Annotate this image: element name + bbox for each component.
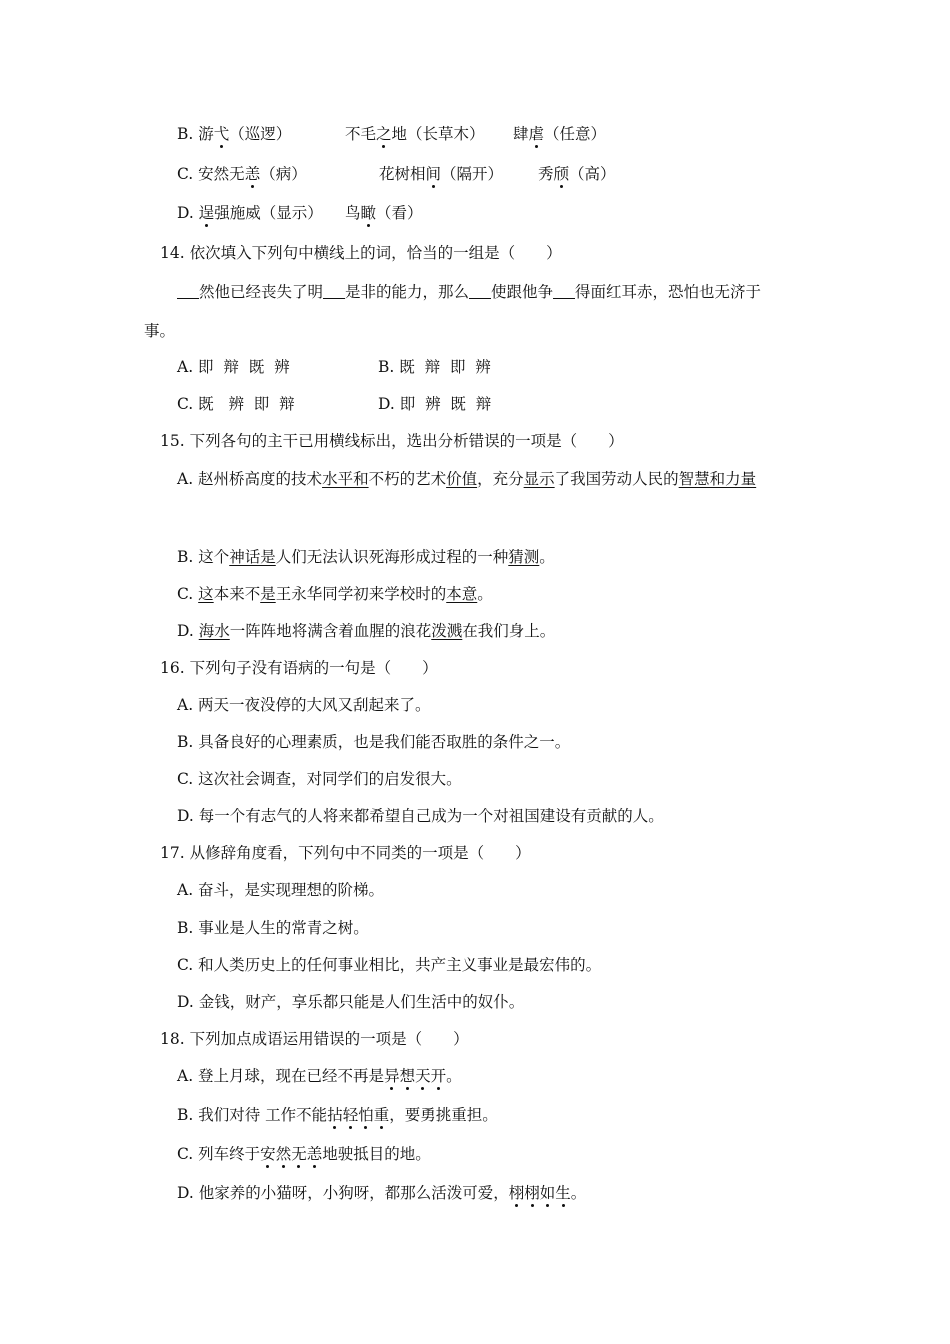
q16-option-c: C. 这次社会调查，对同学们的启发很大。 [177,770,462,788]
q16-option-d: D. 每一个有志气的人将来都希望自己成为一个对祖国建设有贡献的人。 [177,807,664,825]
q17-stem: 17. 从修辞角度看，下列句中不同类的一项是（ ） [160,844,531,862]
q18-option-b: B. 我们对待 工作不能拈轻怕重，要勇挑重担。 [177,1106,498,1124]
q14-sentence: 然他已经丧失了明 是非的能力，那么 使跟他争 得面红耳赤，恐怕也无济于 [177,281,761,303]
q13-option-d-word2: 鸟瞰（看） [345,204,423,222]
q16-option-b: B. 具备良好的心理素质，也是我们能否取胜的条件之一。 [177,733,571,751]
q13-option-b-word3: 肆虐（任意） [513,125,607,143]
q14-stem: 14. 依次填入下列句中横线上的词，恰当的一组是（ ） [160,244,562,262]
q15-stem: 15. 下列各句的主干已用横线标出，选出分析错误的一项是（ ） [160,432,624,450]
blank-3 [469,282,491,299]
q15-option-c: C. 这本来不是王永华同学初来学校时的本意。 [177,585,493,603]
q13-option-b: B. 游弋（巡逻） [177,125,292,143]
q13-option-b-word2: 不毛之地（长草木） [345,125,485,143]
q17-option-c: C. 和人类历史上的任何事业相比，共产主义事业是最宏伟的。 [177,956,602,974]
q17-option-b: B. 事业是人生的常青之树。 [177,919,369,937]
q14-sentence-end: 事。 [144,322,176,340]
q18-option-a: A. 登上月球，现在已经不再是异想天开。 [177,1067,462,1085]
q13-option-c-word3: 秀颀（高） [538,165,616,183]
q13-option-d: D. 逞强施威（显示） [177,204,323,222]
q13-option-c-word2: 花树相间（隔开） [379,165,504,183]
q14-option-b: B. 既 辩 即 辨 [378,358,491,376]
q14-option-a: A. 即 辩 既 辨 [177,358,290,376]
q15-option-b: B. 这个神话是人们无法认识死海形成过程的一种猜测。 [177,548,555,566]
q16-stem: 16. 下列句子没有语病的一句是（ ） [160,659,438,677]
q16-option-a: A. 两天一夜没停的大风又刮起来了。 [177,696,431,714]
q18-option-c: C. 列车终于安然无恙地驶抵目的地。 [177,1145,431,1163]
q14-option-c: C. 既 辨 即 辩 [177,395,295,413]
q13-option-c: C. 安然无恙（病） [177,165,307,183]
q17-option-a: A. 奋斗，是实现理想的阶梯。 [177,881,385,899]
blank-1 [177,282,199,299]
blank-2 [323,282,345,299]
q18-option-d: D. 他家养的小猫呀，小狗呀，都那么活泼可爱，栩栩如生。 [177,1184,587,1202]
q18-stem: 18. 下列加点成语运用错误的一项是（ ） [160,1030,469,1048]
blank-4 [553,282,575,299]
q15-option-d: D. 海水一阵阵地将满含着血腥的浪花泼溅在我们身上。 [177,622,556,640]
q15-option-a: A. 赵州桥高度的技术水平和不朽的艺术价值，充分显示了我国劳动人民的智慧和力量 [177,470,757,488]
q14-option-d: D. 即 辨 既 辩 [378,395,492,413]
q17-option-d: D. 金钱，财产，享乐都只能是人们生活中的奴仆。 [177,993,525,1011]
